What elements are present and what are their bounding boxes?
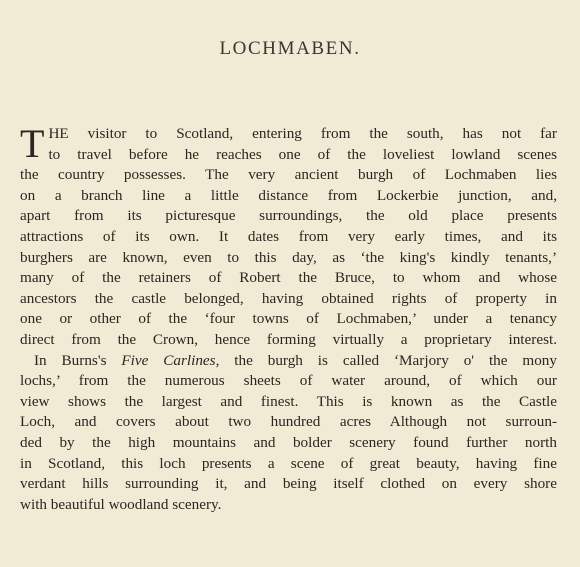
text-line bbox=[20, 248, 557, 269]
line-text: to travel before he reaches one of the loveliest lowland scenes bbox=[48, 145, 557, 163]
line-text: in Scotland, this loch presents a scene of great beauty, having fine bbox=[20, 454, 557, 472]
line-text: the burgh is called ‘Marjory o' the mony bbox=[219, 351, 557, 369]
text-line bbox=[20, 454, 557, 475]
text-line bbox=[20, 392, 557, 413]
paragraph-2 bbox=[20, 351, 557, 516]
line-text: verdant hills surrounding it, and being itself clothed on every shore bbox=[20, 475, 557, 493]
line-text: attractions of its own. It dates from very early times, and its bbox=[20, 227, 557, 245]
line-text: lochs,’ from the numerous sheets of water around, of which our bbox=[20, 372, 557, 390]
text-line bbox=[20, 289, 557, 310]
line-text: view shows the largest and finest. This is known as the Castle bbox=[20, 392, 557, 410]
line-text: Loch, and covers about two hundred acres Although not surroun- bbox=[20, 413, 557, 431]
line-text: visitor to Scotland, entering from the south, has not far bbox=[68, 125, 557, 142]
line-text: direct from the Crown, hence forming virtually a proprietary interest. bbox=[20, 330, 557, 348]
text-line bbox=[20, 227, 557, 248]
paragraph-1 bbox=[20, 121, 557, 351]
text-line bbox=[20, 330, 557, 351]
line-text: one or other of the ‘four towns of Lochmaben,’ under a tenancy bbox=[20, 310, 557, 328]
drop-cap: T bbox=[20, 121, 45, 166]
line-text: on a branch line a little distance from Lockerbie junction, and, bbox=[20, 186, 557, 204]
line-text: apart from its picturesque surroundings, the old place presents bbox=[20, 207, 557, 225]
line-text: many of the retainers of Robert the Bruce, to whom and whose bbox=[20, 269, 557, 287]
text-line bbox=[48, 124, 557, 145]
text-line bbox=[20, 165, 557, 186]
text-line bbox=[20, 412, 557, 433]
line-text: burghers are known, even to this day, as ‘the king's kindly tenants,’ bbox=[20, 248, 557, 266]
text-line bbox=[48, 145, 557, 166]
page-title: LOCHMABEN. bbox=[219, 38, 361, 59]
line-text: the country possesses. The very ancient burgh of Lochmaben lies bbox=[20, 166, 557, 184]
text-line bbox=[20, 186, 557, 207]
line-text: with beautiful woodland scenery. bbox=[20, 495, 222, 513]
text-line bbox=[20, 268, 557, 289]
text-line bbox=[20, 495, 557, 516]
poem-title: Five Carlines, bbox=[121, 351, 220, 369]
text-line bbox=[20, 309, 557, 330]
first-word-small-caps: HE bbox=[48, 125, 69, 142]
line-text: In Burns's bbox=[34, 351, 122, 369]
line-text: ancestors the castle belonged, having obtained rights of property in bbox=[20, 289, 557, 307]
text-line bbox=[20, 351, 557, 372]
line-text: ded by the high mountains and bolder scenery found further north bbox=[20, 433, 557, 451]
text-line bbox=[20, 371, 557, 392]
body-text bbox=[20, 121, 557, 515]
text-line bbox=[20, 433, 557, 454]
text-line bbox=[20, 474, 557, 495]
text-line bbox=[20, 206, 557, 227]
